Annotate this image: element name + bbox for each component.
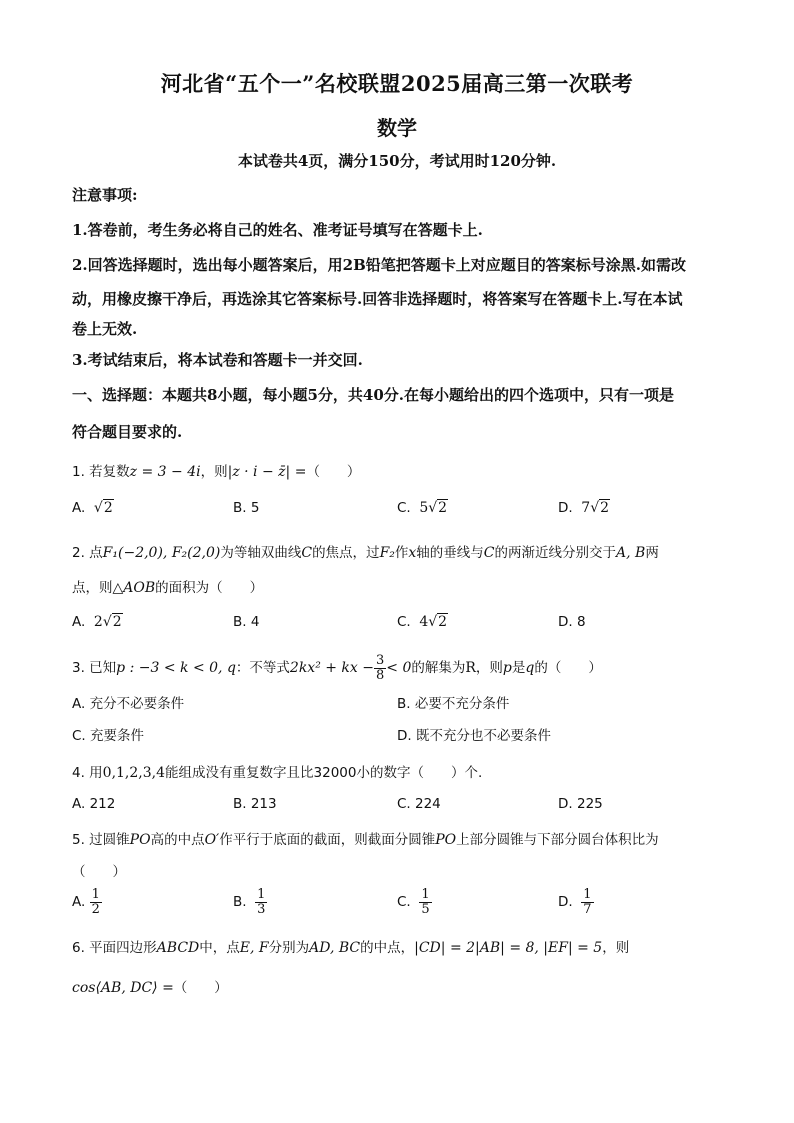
q2-option-c	[397, 614, 448, 630]
q6-l2-m1: cos⟨AB, DC⟩ =	[72, 980, 174, 996]
q1-expr: z = 3 − 4i	[129, 464, 201, 480]
q2-t7: 两	[645, 545, 659, 561]
q4-option-a: A. 212	[72, 796, 116, 812]
section-1-line-1: 一、选择题：本题共8小题，每小题5分，共40分.在每小题给出的四个选项中，只有一项是	[72, 386, 674, 404]
q5-a-num: 1	[91, 887, 100, 902]
q1-suffix: （ ）	[306, 464, 361, 480]
q5-b-den: 3	[257, 901, 266, 917]
q3-frac-num: 3	[376, 653, 385, 668]
q3-option-b: B. 必要不充分条件	[397, 696, 510, 712]
q3-m5: p	[502, 660, 512, 677]
q2-t2: 为等轴双曲线	[220, 545, 302, 561]
q4-option-b: B. 213	[233, 796, 277, 812]
q1-mid: ，则	[200, 464, 228, 480]
q5-a-frac	[90, 888, 102, 916]
q6-t2: 中，点	[199, 940, 240, 956]
q6-t3: 分别为	[268, 940, 310, 956]
q3-t1: 3. 已知	[72, 660, 117, 677]
question-5-line-2: （ ）	[72, 864, 126, 880]
q2-t5: 轴的垂线与	[416, 545, 484, 561]
q6-m4: |CD| = 2|AB| = 8, |EF| = 5	[414, 940, 603, 956]
question-4	[72, 761, 726, 781]
q5-option-c	[397, 888, 432, 916]
q3-m6: q	[525, 660, 535, 677]
exam-subject: 数学	[377, 116, 417, 140]
q6-m1: ABCD	[156, 940, 200, 956]
q2-t1: 2. 点	[72, 545, 103, 561]
q3-m4: R	[465, 660, 476, 677]
q3-m2: 2kx² + kx −	[289, 660, 374, 677]
q2-l2-t2: 的面积为（ ）	[155, 580, 264, 596]
q5-t4: 上部分圆锥与下部分圆台体积比为	[456, 832, 659, 848]
q2-a-rad: 2	[112, 614, 122, 630]
q1-c-rad: 2	[438, 500, 448, 516]
notice-item-3: 3.考试结束后，将本试卷和答题卡一并交回.	[72, 351, 363, 369]
question-5-line-1	[72, 828, 726, 848]
q3-option-a: A. 充分不必要条件	[72, 696, 185, 712]
q1-a-label: A.	[72, 500, 86, 516]
q2-b-val: 4	[250, 614, 260, 630]
q5-option-d	[558, 888, 594, 916]
q2-option-a	[72, 614, 123, 630]
q1-c-label: C.	[397, 500, 411, 516]
q5-m3: PO	[435, 832, 457, 848]
q3-fraction	[374, 654, 386, 682]
q6-t1: 6. 平面四边形	[72, 940, 157, 956]
notice-item-1: 1.答卷前，考生务必将自己的姓名、准考证号填写在答题卡上.	[72, 221, 483, 239]
notice-heading: 注意事项:	[72, 186, 138, 204]
q2-option-d	[558, 614, 586, 630]
q5-option-b	[233, 888, 267, 916]
q5-d-frac	[581, 888, 593, 916]
q4-m1: 0,1,2,3,4	[102, 765, 166, 781]
q6-m3: AD, BC	[309, 940, 361, 956]
q1-a-rad: 2	[103, 500, 113, 516]
q2-a-coef: 2	[93, 614, 103, 630]
q6-m2: E, F	[239, 940, 269, 956]
q5-t2: 高的中点	[150, 832, 205, 848]
q3-t4: ，则	[475, 660, 503, 677]
q1-b-val: 5	[250, 500, 260, 516]
q2-m5: C	[483, 545, 495, 561]
q2-c-coef: 4	[419, 614, 429, 630]
q5-c-label: C.	[397, 894, 411, 911]
q1-expr2: |z · i − z̄| =	[227, 464, 307, 480]
q1-d-label: D.	[558, 500, 573, 516]
q1-prefix: 1. 若复数	[72, 464, 130, 480]
notice-item-2-line-1: 2.回答选择题时，选出每小题答案后，用2B铅笔把答题卡上对应题目的答案标号涂黑.如需改	[72, 256, 687, 274]
q2-t6: 的两渐近线分别交于	[494, 545, 617, 561]
q5-d-den: 7	[583, 901, 592, 917]
q6-t5: ，则	[602, 940, 630, 956]
q2-c-label: C.	[397, 614, 411, 630]
q5-m1: PO	[129, 832, 151, 848]
question-6-line-2	[72, 976, 726, 996]
q5-option-a	[72, 888, 102, 916]
q5-a-label: A.	[72, 894, 86, 911]
q4-t2: 能组成没有重复数字且比32000小的数字（ ）个.	[165, 765, 483, 781]
notice-item-2-line-2: 动，用橡皮擦干净后，再选涂其它答案标号.回答非选择题时，将答案写在答题卡上.写在本试	[72, 290, 683, 308]
q1-d-sqrt: 7√2	[581, 500, 610, 516]
q3-option-c: C. 充要条件	[72, 728, 145, 744]
q3-frac-den: 8	[376, 667, 385, 683]
q2-d-val: 8	[576, 614, 586, 630]
q4-option-c: C. 224	[397, 796, 441, 812]
q2-m1: F₁(−2,0), F₂(2,0)	[102, 545, 221, 561]
q2-b-label: B.	[233, 614, 247, 630]
q3-m3: < 0	[386, 660, 412, 677]
q5-b-num: 1	[257, 887, 266, 902]
q3-t5: 是	[511, 660, 526, 677]
q5-c-num: 1	[421, 887, 430, 902]
q2-t3: 的焦点，过	[312, 545, 380, 561]
q1-c-coef: 5	[419, 500, 429, 516]
q5-b-label: B.	[233, 894, 247, 911]
question-6-line-1	[72, 936, 726, 956]
question-3	[72, 654, 726, 682]
q1-option-a	[72, 500, 114, 516]
q3-t6: 的（ ）	[534, 660, 602, 677]
q5-c-frac	[419, 888, 431, 916]
question-1	[72, 460, 726, 480]
q2-t4: 作	[394, 545, 409, 561]
q2-option-b	[233, 614, 259, 630]
q1-c-sqrt: 5√2	[419, 500, 448, 516]
q1-option-d	[558, 500, 610, 516]
exam-info: 本试卷共4页，满分150分，考试用时120分钟.	[237, 152, 557, 170]
q5-a-den: 2	[91, 901, 100, 917]
q2-l2-m1: △AOB	[112, 580, 156, 596]
question-2-line-1	[72, 541, 726, 561]
q3-option-d: D. 既不充分也不必要条件	[397, 728, 551, 744]
q2-l2-t1: 点，则	[72, 580, 113, 596]
q3-t3: 的解集为	[411, 660, 466, 677]
q5-c-den: 5	[421, 901, 430, 917]
q2-m3: F₂	[379, 545, 395, 561]
q3-m1: p : −3 < k < 0, q	[116, 660, 236, 677]
q2-m4: x	[408, 545, 417, 561]
notice-item-2-line-3: 卷上无效.	[72, 320, 138, 338]
q1-option-c	[397, 500, 448, 516]
section-1-line-2: 符合题目要求的.	[72, 423, 183, 441]
q2-c-rad: 2	[438, 614, 448, 630]
q1-d-coef: 7	[581, 500, 591, 516]
q3-t2: ：不等式	[235, 660, 290, 677]
q5-b-frac	[255, 888, 267, 916]
q1-a-sqrt: √2	[93, 500, 113, 516]
q6-l2-t1: （ ）	[173, 980, 228, 996]
q5-d-num: 1	[583, 887, 592, 902]
q5-t1: 5. 过圆锥	[72, 832, 130, 848]
q2-a-label: A.	[72, 614, 86, 630]
q2-c-sqrt: 4√2	[419, 614, 448, 630]
q2-d-label: D.	[558, 614, 573, 630]
q1-b-label: B.	[233, 500, 247, 516]
q4-option-d: D. 225	[558, 796, 603, 812]
q2-m6: A, B	[616, 545, 646, 561]
q4-t1: 4. 用	[72, 765, 103, 781]
q6-t4: 的中点，	[360, 940, 415, 956]
q5-t3: 作平行于底面的截面，则截面分圆锥	[219, 832, 436, 848]
exam-title: 河北省“五个一”名校联盟2025届高三第一次联考	[160, 71, 634, 96]
q1-option-b	[233, 500, 259, 516]
q5-m2: O′	[204, 832, 220, 848]
q1-d-rad: 2	[600, 500, 610, 516]
question-2-line-2	[72, 576, 726, 596]
q2-a-sqrt: 2√2	[93, 614, 122, 630]
q2-m2: C	[301, 545, 313, 561]
q5-d-label: D.	[558, 894, 573, 911]
